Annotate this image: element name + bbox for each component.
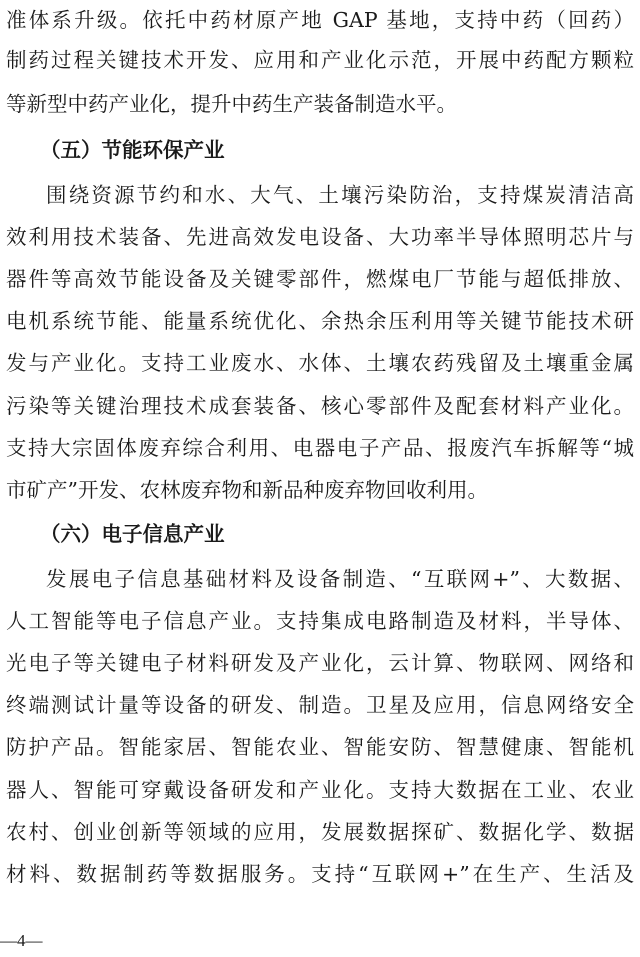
paragraph-line: 发展电子信息基础材料及设备制造、“互联网+”、大数据、 [46,567,634,591]
paragraph-line: 人工智能等电子信息产业。支持集成电路制造及材料，半导体、 [6,609,634,633]
paragraph-line: 电机系统节能、能量系统优化、余热余压利用等关键节能技术研 [6,309,634,333]
paragraph-line: 围绕资源节约和水、大气、土壤污染防治，支持煤炭清洁高 [46,183,634,207]
paragraph-line: 污染等关键治理技术成套装备、核心零部件及配套材料产业化。 [6,394,634,418]
section-heading: （五）节能环保产业 [40,138,225,162]
paragraph-line: 农村、创业创新等领域的应用，发展数据探矿、数据化学、数据 [6,820,634,844]
page-number: —4— [0,931,43,950]
paragraph-line: 发与产业化。支持工业废水、水体、土壤农药残留及土壤重金属 [6,351,634,375]
paragraph-line: 器件等高效节能设备及关键零部件，燃煤电厂节能与超低排放、 [6,267,634,291]
paragraph-line: 光电子等关键电子材料研发及产业化，云计算、物联网、网络和 [6,651,634,675]
section-heading: （六）电子信息产业 [40,522,225,546]
paragraph-line: 准体系升级。依托中药材原产地 GAP 基地，支持中药（回药） [6,8,634,32]
paragraph-line: 市矿产”开发、农林废弃物和新品种废弃物回收利用。 [6,478,488,502]
paragraph-line: 器人、智能可穿戴设备研发和产业化。支持大数据在工业、农业 [6,778,634,802]
paragraph-line: 材料、数据制药等数据服务。支持“互联网+”在生产、生活及 [6,862,634,886]
paragraph-line: 终端测试计量等设备的研发、制造。卫星及应用，信息网络安全 [6,693,634,717]
paragraph-line: 效利用技术装备、先进高效发电设备、大功率半导体照明芯片与 [6,225,634,249]
paragraph-line: 防护产品。智能家居、智能农业、智能安防、智慧健康、智能机 [6,735,634,759]
paragraph-line: 等新型中药产业化，提升中药生产装备制造水平。 [6,92,457,116]
paragraph-line: 支持大宗固体废弃综合利用、电器电子产品、报废汽车拆解等“城 [6,436,634,460]
paragraph-line: 制药过程关键技术开发、应用和产业化示范，开展中药配方颗粒 [6,48,634,72]
